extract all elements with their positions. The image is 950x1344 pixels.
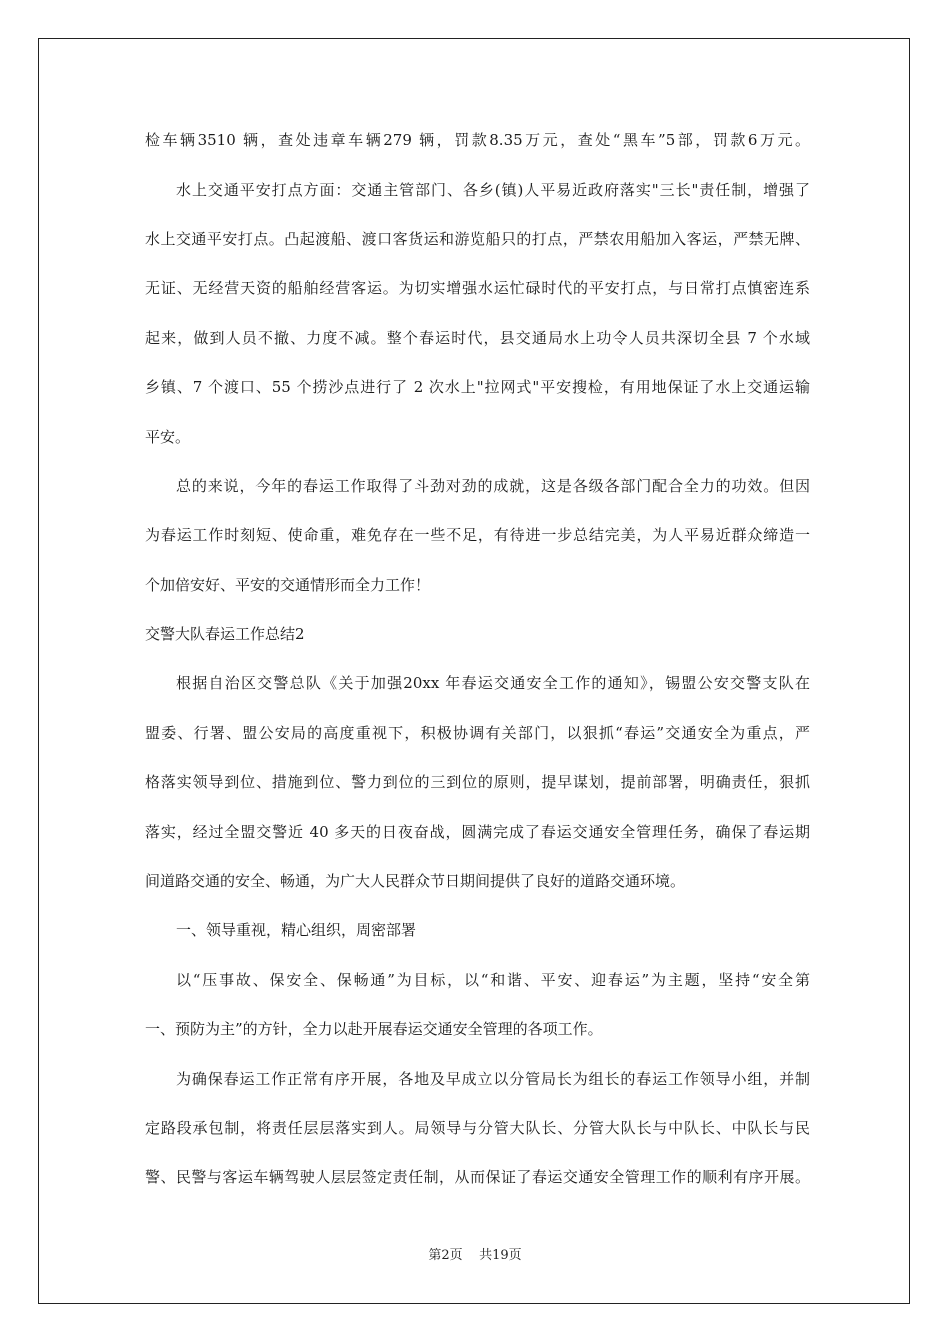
text-line: 水上交通平安打点。凸起渡船、渡口客货运和游览船只的打点，严禁农用船加入客运，严禁无牌、 bbox=[145, 230, 810, 248]
text-line: 水上交通平安打点方面：交通主管部门、各乡(镇)人平易近政府落实"三长"责任制，增强了 bbox=[176, 181, 810, 199]
text-line: 根据自治区交警总队《关于加强20xx 年春运交通安全工作的通知》，锡盟公安交警支队在 bbox=[176, 674, 810, 692]
text-line: 总的来说，今年的春运工作取得了斗劲对劲的成就，这是各级各部门配合全力的功效。但因 bbox=[176, 477, 810, 495]
text-line: 一、预防为主”的方针，全力以赴开展春运交通安全管理的各项工作。 bbox=[145, 1020, 603, 1038]
text-line: 盟委、行署、盟公安局的高度重视下，积极协调有关部门，以狠抓“春运”交通安全为重点，严 bbox=[145, 724, 810, 742]
text-line: 为确保春运工作正常有序开展，各地及早成立以分管局长为组长的春运工作领导小组，并制 bbox=[176, 1070, 810, 1088]
text-line: 定路段承包制，将责任层层落实到人。局领导与分管大队长、分管大队长与中队长、中队长与民 bbox=[145, 1119, 810, 1137]
text-line: 以“压事故、保安全、保畅通”为目标，以“和谐、平安、迎春运”为主题，坚持“安全第 bbox=[176, 971, 810, 989]
text-line: 间道路交通的安全、畅通，为广大人民群众节日期间提供了良好的道路交通环境。 bbox=[145, 872, 686, 890]
text-line: 落实，经过全盟交警近 40 多天的日夜奋战，圆满完成了春运交通安全管理任务，确保了春运期 bbox=[145, 823, 810, 841]
text-line: 格落实领导到位、措施到位、警力到位的三到位的原则，提早谋划，提前部署，明确责任，狠抓 bbox=[145, 773, 810, 791]
text-line: 检车辆3510 辆，查处违章车辆279 辆，罚款8.35万元，查处“黑车”5部，罚款6万元。 bbox=[145, 131, 810, 149]
page-border bbox=[38, 38, 910, 1304]
text-line: 起来，做到人员不撤、力度不减。整个春运时代，县交通局水上功令人员共深切全县 7 个水域 bbox=[145, 329, 810, 347]
subsection-title: 一、领导重视，精心组织，周密部署 bbox=[176, 921, 417, 939]
text-line: 乡镇、7 个渡口、55 个捞沙点进行了 2 次水上"拉网式"平安搜检，有用地保证了水上交通运输 bbox=[145, 378, 810, 396]
section-title: 交警大队春运工作总结2 bbox=[145, 625, 305, 643]
text-line: 警、民警与客运车辆驾驶人层层签定责任制，从而保证了春运交通安全管理工作的顺利有序开展。 bbox=[145, 1168, 810, 1186]
text-line: 平安。 bbox=[145, 428, 191, 446]
text-line: 无证、无经营天资的船舶经营客运。为切实增强水运忙碌时代的平安打点，与日常打点慎密连系 bbox=[145, 279, 810, 297]
text-line: 个加倍安好、平安的交通情形而全力工作！ bbox=[145, 576, 431, 594]
page-number-footer: 第2页 共19页 bbox=[428, 1248, 522, 1263]
text-line: 为春运工作时刻短、使命重，难免存在一些不足，有待进一步总结完美，为人平易近群众缔造一 bbox=[145, 526, 810, 544]
